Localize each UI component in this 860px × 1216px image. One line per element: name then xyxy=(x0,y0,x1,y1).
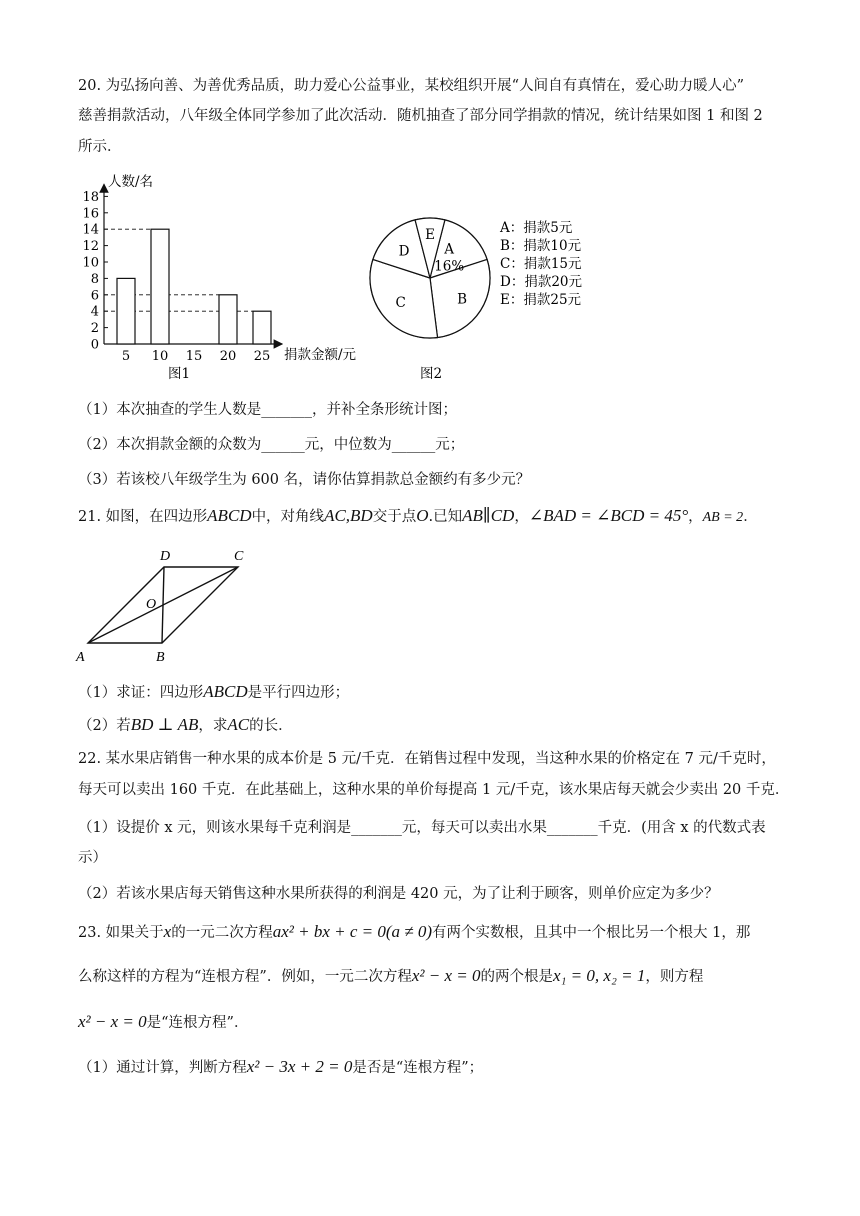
q23-l1eq: ax² + bx + c = 0 xyxy=(272,922,386,941)
bar-marks xyxy=(117,229,271,344)
q20-line2: 慈善捐款活动，八年级全体同学参加了此次活动．随机抽查了部分同学捐款的情况，统计结果如图 1 和图 2 xyxy=(78,108,763,124)
pie-chart-figure2 xyxy=(360,210,620,385)
q23-l3b: 是“连根方程”． xyxy=(146,1015,249,1031)
pie-title: 图2 xyxy=(420,366,443,382)
q21-intro xyxy=(78,506,758,528)
q21-sub2 xyxy=(78,715,293,736)
bar-x-tick-label: 10 xyxy=(151,349,169,364)
bar-y-tick-label: 16 xyxy=(82,206,99,222)
q21-intro-c: 交于点 xyxy=(372,509,417,525)
bar-y-tick-label: 12 xyxy=(82,239,99,255)
q20-sub3: （3）若该校八年级学生为 600 名，请你估算捐款总金额约有多少元？ xyxy=(78,472,531,488)
q20-line3: 所示． xyxy=(78,139,122,155)
q22-sub2: （2）若该水果店每天销售这种水果所获得的利润是 420 元，为了让利于顾客，则单价应定为多少？ xyxy=(78,886,719,902)
bar-x-tick-label: 15 xyxy=(185,349,203,364)
q21-cond3: AB = 2 xyxy=(702,510,744,525)
point-b-label: B xyxy=(156,650,165,665)
q21-sub2-a: （2）若 xyxy=(78,718,131,734)
bar-x-tick-label: 20 xyxy=(219,349,237,364)
q21-comma2: ， xyxy=(688,509,703,525)
q23-l1b: 的一元二次方程 xyxy=(171,925,273,941)
q21-comma1: ， xyxy=(514,509,529,525)
q23-sub1b: 是否是“连根方程”； xyxy=(352,1060,484,1076)
q21-sub2-bdab: BD ⊥ AB xyxy=(130,715,199,734)
bar xyxy=(219,295,237,344)
pie-slice-label: E xyxy=(425,227,435,243)
pie-slice-label: D xyxy=(398,243,410,260)
q22-line1: 22. 某水果店销售一种水果的成本价是 5 元/千克．在销售过程中发现，当这种水果的价格定在 7 元/千克时， xyxy=(78,751,776,767)
bar-x-tick-label: 25 xyxy=(253,349,271,364)
q21-sub1-c: 是平行四边形； xyxy=(247,685,350,701)
q23-l2roots: x₁ = 0, x₂ = 1 xyxy=(552,966,646,985)
bar xyxy=(253,311,271,344)
q23-l3eq: x² − x = 0 xyxy=(78,1012,147,1031)
q23-l2b: 的两个根是 xyxy=(480,969,553,985)
segment-bd xyxy=(162,567,164,643)
q23-l2eq: x² − x = 0 xyxy=(411,966,481,985)
bar-xlabel: 捐款金额/元 xyxy=(284,347,357,363)
bar-chart-figure1 xyxy=(70,172,400,387)
q23-l2a: 么称这样的方程为“连根方程”．例如，一元二次方程 xyxy=(78,969,412,985)
pie-slice-label: C xyxy=(395,295,406,312)
pie-legend-entry: E：捐款25元 xyxy=(500,292,582,308)
pie-slice-percent: 16% xyxy=(434,258,465,275)
q21-intro-b: 中，对角线 xyxy=(251,509,325,525)
q22-sub1-line1: （1）设提价 x 元，则该水果每千克利润是_______元，每天可以卖出水果_______千克．(用含 x 的代数式表 xyxy=(78,820,766,836)
bar-y-tick-label: 0 xyxy=(90,337,99,353)
q21-sub2-e: 的长． xyxy=(249,718,293,734)
q23-l1a: 23. 如果关于 xyxy=(78,925,164,941)
q21-sub2-c: ，求 xyxy=(198,718,228,734)
q21-sub1-abcd: ABCD xyxy=(203,682,248,701)
bar-y-tick-label: 4 xyxy=(90,304,99,320)
point-o-label: O xyxy=(146,597,157,612)
bar-xticks xyxy=(122,349,270,364)
point-a-label: A xyxy=(76,650,85,665)
q21-intro-a: 21. 如图，在四边形 xyxy=(78,509,208,525)
bar-x-tick-label: 5 xyxy=(121,349,131,364)
q20-line1: 20. 为弘扬向善、为善优秀品质，助力爱心公益事业，某校组织开展“人间自有真情在，爱心助力暖人心” xyxy=(78,78,744,94)
q23-l2c: ，则方程 xyxy=(645,969,704,985)
q22-sub1-line2: 示） xyxy=(78,850,107,866)
q23-line3 xyxy=(78,1012,248,1033)
pie-legend-entry: D：捐款20元 xyxy=(500,274,583,290)
q21-sub1-a: （1）求证：四边形 xyxy=(78,685,204,701)
bar-y-tick-label: 18 xyxy=(82,189,99,205)
bar-y-tick-label: 14 xyxy=(82,222,99,238)
bar-ylabel: 人数/名 xyxy=(108,174,154,190)
bar-y-tick-label: 2 xyxy=(90,321,99,337)
q21-end: ． xyxy=(743,509,758,525)
q23-sub1eq: x² − 3x + 2 = 0 xyxy=(246,1057,353,1076)
q23-l1x: x xyxy=(163,922,172,941)
bar xyxy=(151,229,169,344)
q22-line2: 每天可以卖出 160 千克．在此基础上，这种水果的单价每提高 1 元/千克，该水果店每天就会少卖出 20 千克． xyxy=(78,782,790,798)
pie-slice-label: B xyxy=(457,291,468,308)
q21-intro-d: .已知 xyxy=(428,509,463,525)
q20-sub2: （2）本次捐款金额的众数为______元，中位数为______元； xyxy=(78,437,465,453)
q21-sub2-ac: AC xyxy=(227,715,250,734)
bar-y-tick-label: 10 xyxy=(82,255,99,271)
q23-l1c: 有两个实数根，且其中一个根比另一个根大 1，那 xyxy=(432,925,751,941)
bar-y-tick-label: 8 xyxy=(90,271,99,287)
q21-o: O xyxy=(416,506,429,525)
q23-line1 xyxy=(78,922,750,943)
q21-cond2: ∠BAD = ∠BCD = 45° xyxy=(528,506,689,525)
point-c-label: C xyxy=(234,549,244,564)
q23-l1cond: (a ≠ 0) xyxy=(385,922,433,941)
bar-y-tick-label: 6 xyxy=(90,288,99,304)
pie-legend-entry: C：捐款15元 xyxy=(500,256,582,272)
parallelogram-figure xyxy=(70,545,270,665)
pie-slice-label: A xyxy=(444,241,455,258)
q21-sub1 xyxy=(78,682,349,703)
point-d-label: D xyxy=(160,549,171,564)
q21-acbd: AC,BD xyxy=(324,506,373,525)
q21-cond1: AB∥CD xyxy=(462,506,515,525)
pie-legend-entry: B：捐款10元 xyxy=(500,238,582,254)
pie-legend-entry: A：捐款5元 xyxy=(500,220,573,236)
q23-line2 xyxy=(78,966,703,987)
bar-title: 图1 xyxy=(168,366,191,382)
bar xyxy=(117,278,135,344)
pie-legend xyxy=(499,219,583,308)
q23-sub1a: （1）通过计算，判断方程 xyxy=(78,1060,247,1076)
q21-abcd: ABCD xyxy=(207,506,252,525)
q20-sub1: （1）本次抽查的学生人数是_______，并补全条形统计图； xyxy=(78,402,457,418)
q23-sub1 xyxy=(78,1057,483,1078)
